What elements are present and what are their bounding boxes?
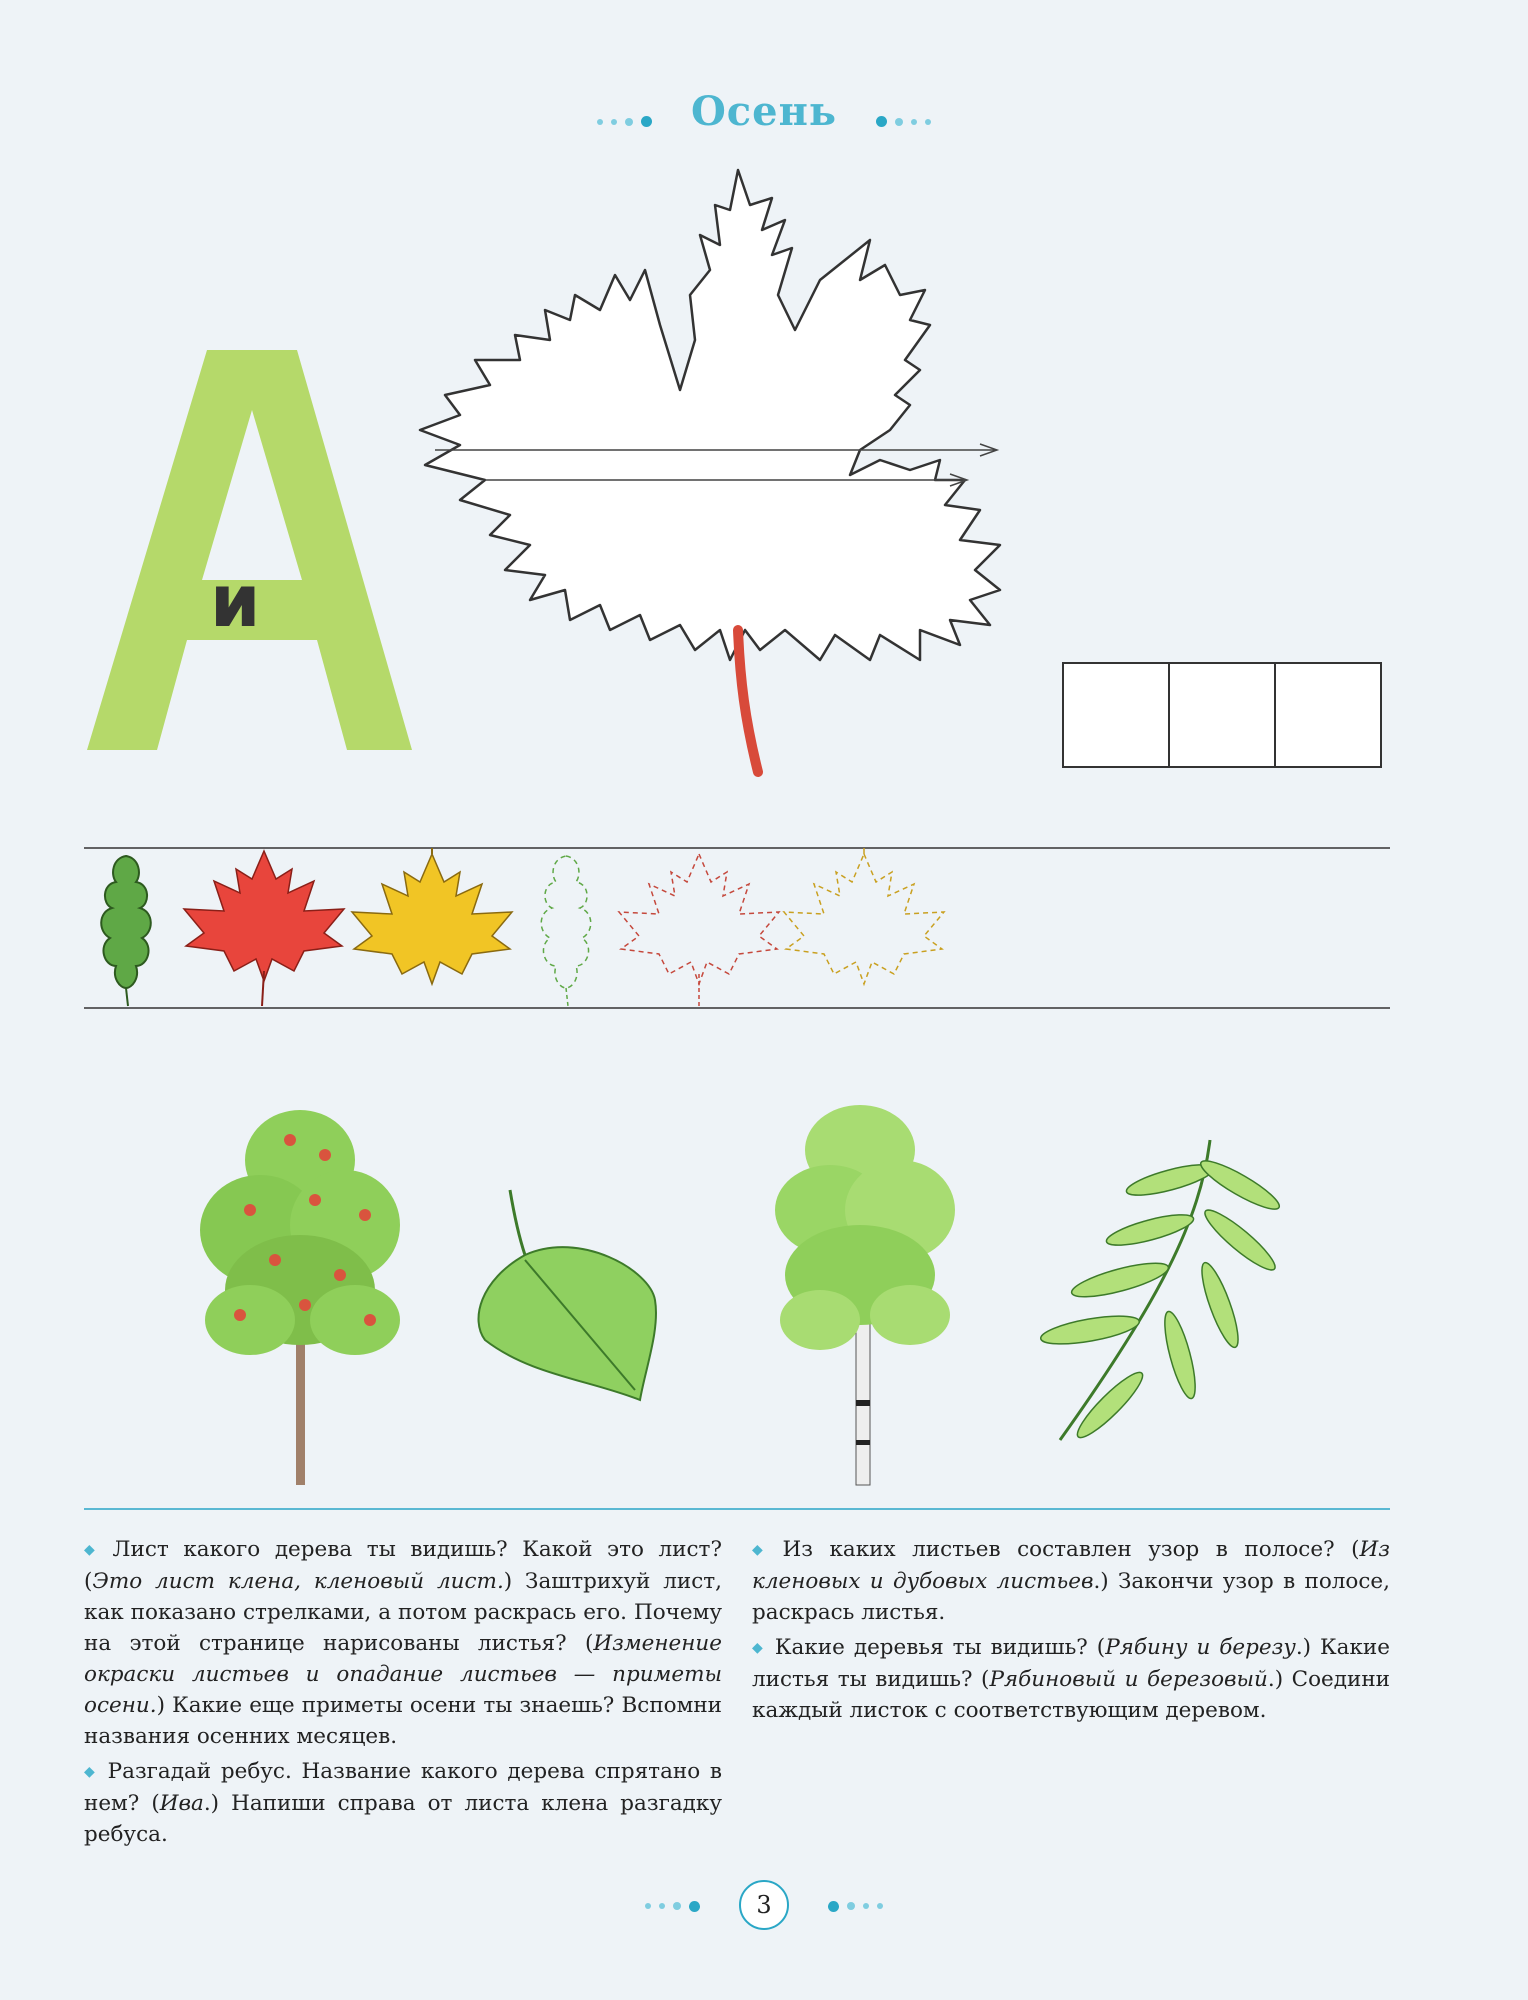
maple-leaf-red-icon: [184, 851, 344, 1006]
answer-box[interactable]: [1168, 662, 1276, 768]
big-letter-a: [82, 350, 422, 750]
bullet-icon: ◆: [752, 1640, 765, 1656]
birch-tree-icon[interactable]: [775, 1105, 955, 1485]
bullet-icon: ◆: [752, 1542, 773, 1558]
maple-leaf-yellow-icon: [352, 848, 512, 984]
maple-leaf-outline-icon[interactable]: [400, 160, 1080, 790]
oak-leaf-outline-icon[interactable]: [541, 856, 591, 1006]
bullet-icon: ◆: [84, 1542, 103, 1558]
rebus-answer-boxes: [1062, 662, 1380, 768]
leaf-pattern-strip: [84, 846, 1390, 1010]
page-title: Осень: [690, 88, 838, 135]
maple-leaf-outline-icon[interactable]: [619, 854, 779, 1009]
section-divider: [84, 1508, 1390, 1510]
trees-and-leaves: [180, 1100, 1340, 1500]
instruction-paragraph: ◆ Разгадай ребус. Название какого дерева спрятано в нем? (Ива.) Напиши справа от листа клена разгадку ребуса.: [84, 1759, 722, 1847]
instructions-right: [752, 1534, 1390, 1730]
rowan-tree-icon[interactable]: [200, 1110, 400, 1485]
instruction-paragraph: ◆ Какие деревья ты видишь? (Рябину и березу.) Какие листья ты видишь? (Рябиновый и березовый.) Соедини каждый листок с соответствующим деревом.: [752, 1635, 1390, 1723]
page-number: 3: [739, 1880, 789, 1930]
bullet-icon: ◆: [84, 1764, 98, 1780]
header-dots-right: [872, 111, 935, 130]
instructions-left: [84, 1534, 722, 1854]
rebus-inner-letter: и: [210, 559, 261, 643]
oak-leaf-green-icon: [101, 856, 151, 1006]
rowan-leaf-icon[interactable]: [1039, 1140, 1284, 1444]
footer-dots-right: [824, 1896, 887, 1915]
header-dots-left: [593, 111, 656, 130]
maple-leaf-outline-icon[interactable]: [784, 848, 944, 984]
instruction-paragraph: ◆ Из каких листьев составлен узор в полосе? (Из кленовых и дубовых листьев.) Закончи узор в полосе, раскрась листья.: [752, 1537, 1390, 1625]
page-footer: [0, 1880, 1528, 1930]
answer-box[interactable]: [1062, 662, 1170, 768]
instruction-paragraph: ◆ Лист какого дерева ты видишь? Какой это лист? (Это лист клена, кленовый лист.) Заштрихуй лист, как показано стрелками, а потом раскрась его. Почему на этой странице нарисованы листья? (Изменение окраски листьев и опадание листьев — приметы осени.) Какие еще приметы осени ты знаешь? Вспомни названия осенних месяцев.: [84, 1537, 722, 1749]
page-header: [0, 88, 1528, 135]
birch-leaf-icon[interactable]: [478, 1190, 656, 1400]
answer-box[interactable]: [1274, 662, 1382, 768]
footer-dots-left: [641, 1896, 704, 1915]
